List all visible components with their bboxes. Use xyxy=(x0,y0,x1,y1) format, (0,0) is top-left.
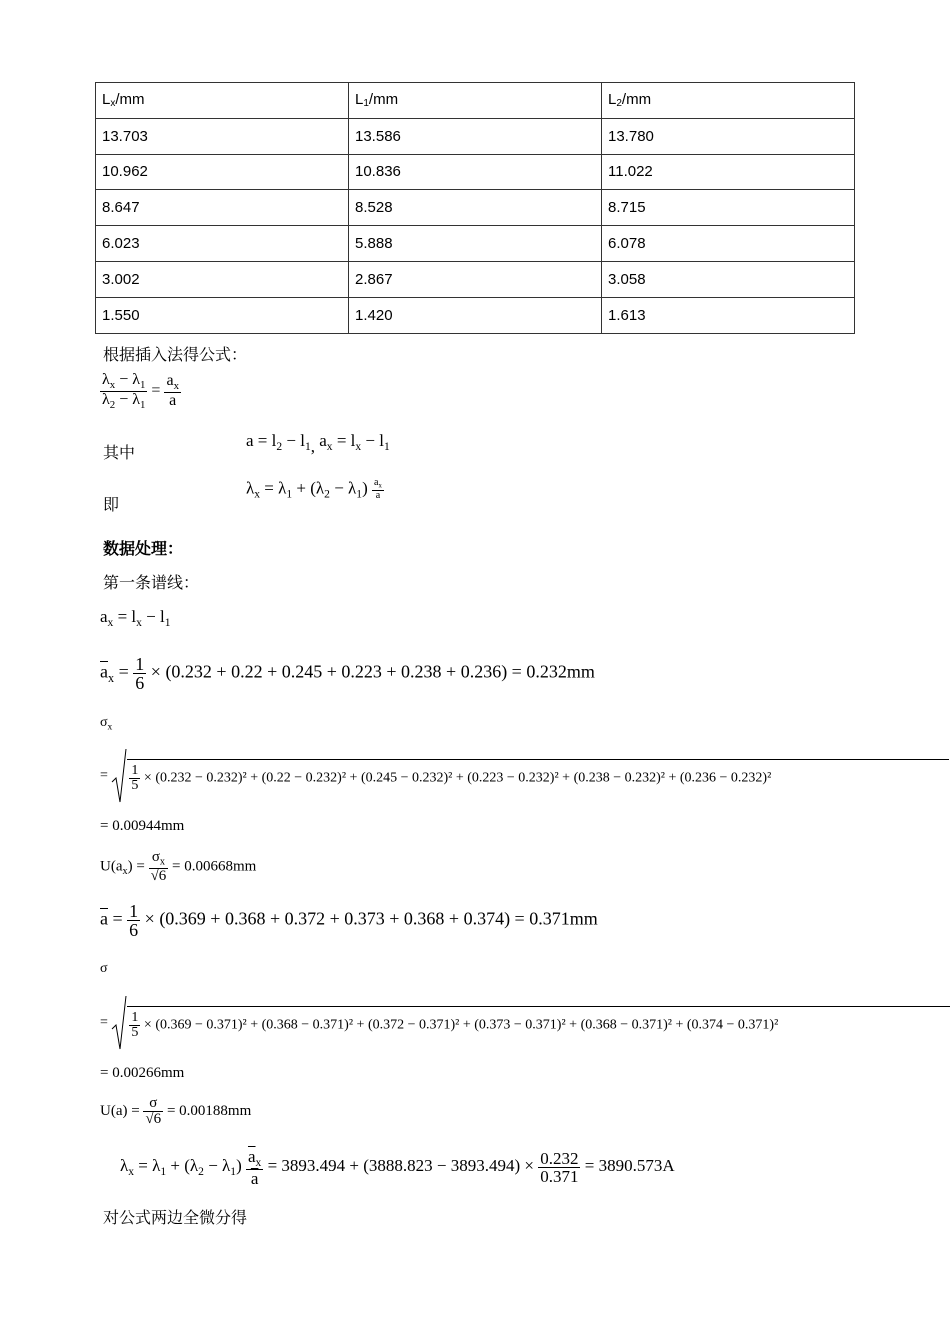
table-cell: 1.420 xyxy=(349,297,602,333)
sigma-formula: = $\frac{1}{5}$ × (0.369 − 0.371)² + (0.368 − 0.371)² + (0.372 − 0.371)² + (0.373 − 0.371)² + (0.368 − 0.371)² + (0.374 − 0.371)² xyxy=(100,995,950,1051)
table-row xyxy=(96,297,855,333)
table-cell: 11.022 xyxy=(602,154,855,190)
table-cell: 1.613 xyxy=(602,297,855,333)
a-mean-values: (0.369 + 0.368 + 0.372 + 0.373 + 0.368 + 0.374) = 0.371mm xyxy=(159,908,598,929)
sigma-x-result: = 0.00944mm xyxy=(100,818,185,834)
measurement-table xyxy=(95,82,855,334)
table-cell: 2.867 xyxy=(349,261,602,297)
ax-mean-values: (0.232 + 0.22 + 0.245 + 0.223 + 0.238 + 0.236) = 0.232mm xyxy=(165,661,595,682)
lambda-formula: $\lambda_x = \lambda_1 + (\lambda_2 - \lambda_1)$ $\frac{a_x}{a}$ xyxy=(246,477,382,502)
sigma-x-terms: (0.232 − 0.232)² + (0.22 − 0.232)² + (0.245 − 0.232)² + (0.223 − 0.232)² + (0.238 − 0.232)² + (0.236 − 0.232)² xyxy=(155,770,772,786)
where-label: 其中 xyxy=(103,443,136,462)
ax-mean-formula: $\overline{a}_x$ = $\frac{1}{6}$ × (0.232 + 0.22 + 0.245 + 0.223 + 0.238 + 0.236) = 0.232mm xyxy=(100,654,595,693)
table-row xyxy=(96,154,855,190)
table-cell: 13.586 xyxy=(349,118,602,154)
table-header-cell: $L_x/mm$ xyxy=(96,83,349,119)
interp-formula: $\frac{\lambda_x - \lambda_1}{\lambda_2 - \lambda_1}$ = $\frac{a_x}{a}$ xyxy=(102,371,179,411)
data-processing-heading: 数据处理： xyxy=(103,539,184,558)
sqrt-icon xyxy=(111,748,127,804)
lambda-calc-terms: = 3893.494 + (3888.823 − 3893.494) × xyxy=(267,1156,534,1176)
u-a-result: = 0.00188mm xyxy=(166,1102,252,1119)
differentiate-text: 对公式两边全微分得 xyxy=(103,1208,248,1227)
lambda-denominator: 0.371 xyxy=(540,1166,579,1186)
sigma-x-label: $\sigma_x$ xyxy=(100,715,113,733)
table-row xyxy=(96,118,855,154)
table-cell: 8.647 xyxy=(96,190,349,226)
ie-label: 即 xyxy=(103,495,120,514)
sigma-terms: (0.369 − 0.371)² + (0.368 − 0.371)² + (0.372 − 0.371)² + (0.373 − 0.371)² + (0.368 − 0.371)² + (0.374 − 0.371)² xyxy=(155,1017,779,1033)
lambda-numerator: 0.232 xyxy=(540,1148,579,1168)
table-cell: 6.023 xyxy=(96,226,349,262)
sqrt-icon xyxy=(111,995,127,1051)
table-cell: 3.002 xyxy=(96,261,349,297)
first-line-heading: 第一条谱线： xyxy=(103,573,200,592)
table-cell: 6.078 xyxy=(602,226,855,262)
table-cell: 13.780 xyxy=(602,118,855,154)
table-cell: 10.962 xyxy=(96,154,349,190)
table-cell: 1.550 xyxy=(96,297,349,333)
interp-intro: 根据插入法得公式： xyxy=(103,345,248,364)
u-ax-formula: $U(a_x)$ = $\frac{\sigma_x}{√6}$ = 0.00668mm xyxy=(100,849,257,884)
table-cell: 10.836 xyxy=(349,154,602,190)
table-cell: 3.058 xyxy=(602,261,855,297)
table-row xyxy=(96,190,855,226)
sigma-result: = 0.00266mm xyxy=(100,1065,185,1081)
lambda-calculation: $\lambda_x = \lambda_1 + (\lambda_2 - \lambda_1)$ $\frac{\overline{a}_x}{a}$ = 3893.494 + (3888.823 − 3893.494) × $\frac{0.232}{0.371}$ = 3890.573A xyxy=(120,1147,675,1188)
ax-definition: $a_x = l_x - l_1$ xyxy=(100,607,171,630)
table-row xyxy=(96,261,855,297)
where-formula: $a = l_2 - l_1$, $a_x = l_x - l_1$ xyxy=(246,431,390,456)
u-a-formula: U(a) = $\frac{\sigma}{√6}$ = 0.00188mm xyxy=(100,1095,252,1127)
table-cell: 8.715 xyxy=(602,190,855,226)
table-cell: 13.703 xyxy=(96,118,349,154)
table-header-row xyxy=(96,83,855,119)
sigma-label: σ xyxy=(100,961,108,976)
a-mean-formula: $\overline{a}$ = $\frac{1}{6}$ × (0.369 + 0.368 + 0.372 + 0.373 + 0.368 + 0.374) = 0.371mm xyxy=(100,901,598,940)
table-header-cell: $L_2/mm$ xyxy=(602,83,855,119)
u-ax-result: = 0.00668mm xyxy=(172,858,257,875)
table-cell: 8.528 xyxy=(349,190,602,226)
table-row xyxy=(96,226,855,262)
sigma-x-formula: = $\frac{1}{5}$ × (0.232 − 0.232)² + (0.22 − 0.232)² + (0.245 − 0.232)² + (0.223 − 0.232)² + (0.238 − 0.232)² + (0.236 − 0.232)² xyxy=(100,748,949,804)
lambda-result: = 3890.573A xyxy=(584,1156,675,1176)
table-cell: 5.888 xyxy=(349,226,602,262)
table-header-cell: $L_1/mm$ xyxy=(349,83,602,119)
